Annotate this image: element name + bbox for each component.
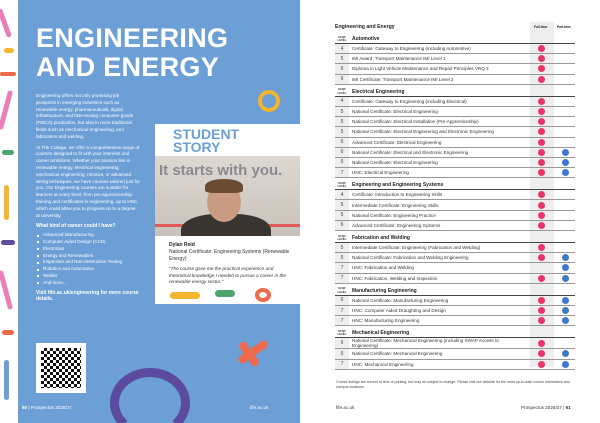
part-time-header: Part-time [557, 25, 571, 29]
course-name[interactable]: Advanced Certificate: Engineering Systems [352, 222, 441, 228]
table-row[interactable] [335, 316, 575, 326]
table-row[interactable] [335, 263, 575, 273]
table-row[interactable] [335, 75, 575, 85]
course-name[interactable]: National Certificate: Manufacturing Engineering [352, 297, 449, 303]
scqf-level: 5 [335, 211, 349, 220]
student-quote: "The course gave me the practical experience and theoretical knowledge I needed to pursue a career in the renewable energy sector." [169, 266, 287, 284]
part-time-dot-icon [562, 297, 569, 304]
doodle [4, 360, 9, 400]
course-name[interactable]: National Certificate: Mechanical Engineering [352, 351, 443, 357]
course-name[interactable]: National Certificate: Electrical Engineering [352, 159, 438, 165]
full-time-dot-icon [538, 45, 545, 52]
disclaimer-note: Course listings are correct at time of printing, but may be subject to change. Please visit our website for the most up-to-date course information and campus locations. [336, 380, 570, 389]
scqf-level: 7 [335, 263, 349, 272]
doodle [4, 48, 14, 53]
doodle [2, 330, 14, 335]
scqf-level: 7 [335, 274, 349, 283]
section-header [335, 178, 575, 190]
career-list [36, 232, 140, 286]
course-name[interactable]: Intermediate Certificate: Engineering Skills [352, 202, 439, 208]
scqf-level: 5 [335, 107, 349, 116]
scqf-level: 7 [335, 316, 349, 325]
page-title: ENGINEERING AND ENERGY [36, 23, 229, 82]
full-time-dot-icon [538, 98, 545, 105]
qr-code[interactable] [36, 343, 86, 393]
full-time-dot-icon [538, 317, 545, 324]
part-time-dot-icon [562, 307, 569, 314]
table-row[interactable] [335, 243, 575, 253]
full-time-dot-icon [538, 212, 545, 219]
table-row[interactable] [335, 107, 575, 117]
part-time-dot-icon [562, 361, 569, 368]
full-time-dot-icon [538, 191, 545, 198]
full-time-dot-icon [538, 244, 545, 251]
scqf-level-label: SCQF LEVEL [337, 34, 347, 42]
scqf-level: 6 [335, 349, 349, 358]
table-row[interactable] [335, 148, 575, 158]
scqf-level: 6 [335, 64, 349, 73]
doodle [0, 8, 12, 38]
course-name[interactable]: National Certificate: Electrical Engineering [352, 109, 438, 115]
photo-slogan: It starts with you. [159, 162, 283, 179]
table-row[interactable] [335, 306, 575, 316]
section-header [335, 284, 575, 296]
table-row[interactable] [335, 158, 575, 168]
doodle [0, 270, 13, 310]
course-name[interactable]: IMI Award: Transport Maintenance IMI Level 1 [352, 56, 446, 62]
table-row[interactable] [335, 190, 575, 200]
section-name: Engineering and Engineering Systems [352, 182, 444, 189]
career-item: Advanced Manufacturing [36, 232, 140, 239]
scqf-level: 7 [335, 168, 349, 177]
scqf-level-label: SCQF LEVEL [337, 328, 347, 337]
full-time-dot-icon [538, 149, 545, 156]
course-name[interactable]: National Certificate: Mechanical Engineering (including SWAP Access to Engineering) [352, 338, 499, 349]
full-time-dot-icon [538, 169, 545, 176]
table-row[interactable] [335, 211, 575, 221]
section-header [335, 231, 575, 243]
table-row[interactable] [335, 253, 575, 263]
footer-url: fife.ac.uk [336, 405, 355, 410]
full-time-dot-icon [538, 128, 545, 135]
scqf-level: 5 [335, 117, 349, 126]
course-name[interactable]: HNC: Computer Aided Draughting and Design [352, 308, 446, 314]
part-time-dot-icon [562, 264, 569, 271]
table-row[interactable] [335, 296, 575, 306]
career-item: Robotics and Automation [36, 266, 140, 273]
career-item: Computer Aided Design (CAD) [36, 239, 140, 246]
part-time-dot-icon [562, 169, 569, 176]
scqf-level: 6 [335, 75, 349, 84]
student-photo [155, 156, 300, 236]
table-row[interactable] [335, 64, 575, 74]
table-row[interactable] [335, 138, 575, 148]
full-time-dot-icon [538, 307, 545, 314]
full-time-dot-icon [538, 55, 545, 62]
section-header [335, 32, 575, 44]
full-time-dot-icon [538, 222, 545, 229]
scqf-level: 5 [335, 253, 349, 262]
scqf-level: 6 [335, 138, 349, 147]
course-name[interactable]: HNC: Mechanical Engineering [352, 361, 414, 367]
doodle [0, 90, 13, 130]
full-time-dot-icon [538, 118, 545, 125]
section-name: Automotive [352, 36, 380, 42]
full-time-dot-icon [538, 254, 545, 261]
sun-doodle [258, 90, 280, 112]
career-item: Energy and Renewables [36, 253, 140, 260]
doodle [1, 240, 15, 245]
full-time-dot-icon [538, 361, 545, 368]
course-name[interactable]: Certificate: Gateway to Engineering (including Electrical) [352, 98, 467, 104]
course-name[interactable]: IMI Certificate: Transport Maintenance IMI Level 2 [352, 76, 454, 82]
scqf-level: 5 [335, 54, 349, 63]
page-number: 60 | Prospectus 2026/27 [22, 405, 72, 410]
course-name[interactable]: HNC: Electrical Engineering [352, 170, 409, 176]
scqf-level-label: SCQF LEVEL [337, 233, 347, 241]
student-story-card [155, 124, 300, 304]
course-name[interactable]: National Certificate: Engineering Practice [352, 212, 436, 218]
part-time-dot-icon [562, 275, 569, 282]
doodle [170, 292, 200, 299]
table-title: Engineering and Energy [335, 24, 395, 30]
visit-link[interactable]: Visit fife.ac.uk/engineering for more course details. [36, 289, 139, 303]
scqf-level: 6 [335, 338, 349, 348]
doodle [255, 288, 271, 302]
full-time-dot-icon [538, 275, 545, 282]
section-name: Manufacturing Engineering [352, 287, 417, 294]
scqf-level: 6 [335, 158, 349, 167]
full-time-dot-icon [538, 297, 545, 304]
section-header [335, 326, 575, 338]
course-name[interactable]: Certificate: Gateway to Engineering (including Automotive) [352, 46, 471, 52]
table-row[interactable] [335, 127, 575, 137]
table-row[interactable] [335, 97, 575, 107]
table-row[interactable] [335, 274, 575, 284]
table-row[interactable] [335, 338, 575, 349]
scqf-level: 5 [335, 200, 349, 209]
part-time-dot-icon [562, 149, 569, 156]
student-course: National Certificate: Engineering Systems (Renewable Energy) [169, 249, 290, 262]
scqf-level-label: SCQF LEVEL [337, 180, 347, 189]
table-row[interactable] [335, 44, 575, 54]
full-time-dot-icon [538, 159, 545, 166]
table-row[interactable] [335, 117, 575, 127]
doodle [2, 150, 14, 155]
scqf-level: 5 [335, 243, 349, 252]
course-name[interactable]: HNC: Fabrication and Welding [352, 265, 414, 271]
course-name[interactable]: National Certificate: Electrical Engineering and Electronic Engineering [352, 129, 494, 135]
part-time-dot-icon [562, 159, 569, 166]
student-name: Dylan Reid [169, 242, 195, 248]
table-row[interactable] [335, 168, 575, 178]
scqf-level: 7 [335, 306, 349, 315]
course-table [335, 22, 575, 370]
table-row[interactable] [335, 54, 575, 64]
course-name[interactable]: HNC: Manufacturing Engineering [352, 318, 420, 324]
section-name: Electrical Engineering [352, 88, 405, 95]
doodle [215, 290, 235, 297]
course-name[interactable]: Intermediate Certificate: Engineering (Fabrication and Welding) [352, 245, 481, 251]
full-time-dot-icon [538, 350, 545, 357]
full-time-dot-icon [538, 76, 545, 83]
table-row[interactable] [335, 200, 575, 210]
scqf-level: 4 [335, 97, 349, 106]
section-name: Fabrication and Welding [352, 235, 410, 241]
course-name[interactable]: HNC: Fabrication, Welding and Inspection [352, 275, 438, 281]
part-time-dot-icon [562, 317, 569, 324]
intro-text: Engineering offers not only promising job prospects in emerging industries such as renewable energy, pharmaceuticals, digital infrastructure, and fast-moving consumer goods (FMCG) production, but also in more traditional fields such as mechanical engineering, and fabrication and welding. At Fife College, we offer a comprehensive range of courses designed to fit with your interests and career ambitions. Whether your passion lies in renewable energy, electrical engineering, mechanical engineering, robotics, or advanced wiring techniques, we have courses tailored just for you. Our Engineering courses are suitable for learners at every level, from pre-apprenticeship training and certificates in engineering, up to HNC, which could allow you to progress on to a degree at university. What kind of career could I have? Advanced Manufacturing Computer Aided Design (CAD) Electrician Energy and Renewables Inspection and Non-destructive Testing Robotics and Automation Welder And more... Visit fife.ac.uk/engineering for more course details. [36, 93, 140, 303]
story-heading: STUDENT STORY [173, 126, 240, 155]
table-row[interactable] [335, 349, 575, 359]
scqf-level-label: SCQF LEVEL [337, 286, 347, 294]
doodle [0, 72, 16, 76]
section-name: Mechanical Engineering [352, 330, 410, 337]
course-name[interactable]: Diploma in Light Vehicle Maintenance and Repair Principles VRQ 3 [352, 66, 489, 72]
scqf-level: 7 [335, 360, 349, 369]
footer-url: fife.ac.uk [250, 405, 269, 410]
scqf-level-label: SCQF LEVEL [337, 87, 347, 95]
scqf-level: 4 [335, 190, 349, 199]
scqf-level: 5 [335, 127, 349, 136]
table-row[interactable] [335, 360, 575, 370]
right-page [300, 0, 600, 423]
career-item: And more... [36, 280, 140, 287]
doodle [4, 185, 9, 220]
course-name[interactable]: Certificate: Introduction to Engineering Skills [352, 192, 443, 198]
table-header [335, 22, 575, 32]
full-time-dot-icon [538, 202, 545, 209]
career-heading: What kind of career could I have? [36, 223, 116, 230]
career-item: Welder [36, 273, 140, 280]
part-time-dot-icon [562, 350, 569, 357]
full-time-dot-icon [538, 108, 545, 115]
full-time-dot-icon [538, 139, 545, 146]
section-header [335, 85, 575, 97]
career-item: Inspection and Non-destructive Testing [36, 259, 140, 266]
scqf-level: 6 [335, 296, 349, 305]
full-time-dot-icon [538, 340, 545, 347]
page-number: Prospectus 2026/27 | 61 [521, 405, 571, 410]
course-name[interactable]: National Certificate: Fabrication and Welding Engineering [352, 255, 469, 261]
full-time-dot-icon [538, 65, 545, 72]
part-time-dot-icon [562, 254, 569, 261]
course-name[interactable]: National Certificate: Electrical Installation (Pre-Apprenticeship) [352, 119, 479, 125]
full-time-header: Full-time [534, 25, 548, 29]
scqf-level: 6 [335, 148, 349, 157]
table-row[interactable] [335, 221, 575, 231]
course-name[interactable]: Advanced Certificate: Electrical Engineering [352, 139, 442, 145]
scqf-level: 4 [335, 44, 349, 53]
career-item: Electrician [36, 246, 140, 253]
course-name[interactable]: National Certificate: Electrical and Electronic Engineering [352, 149, 469, 155]
scqf-level: 6 [335, 221, 349, 230]
